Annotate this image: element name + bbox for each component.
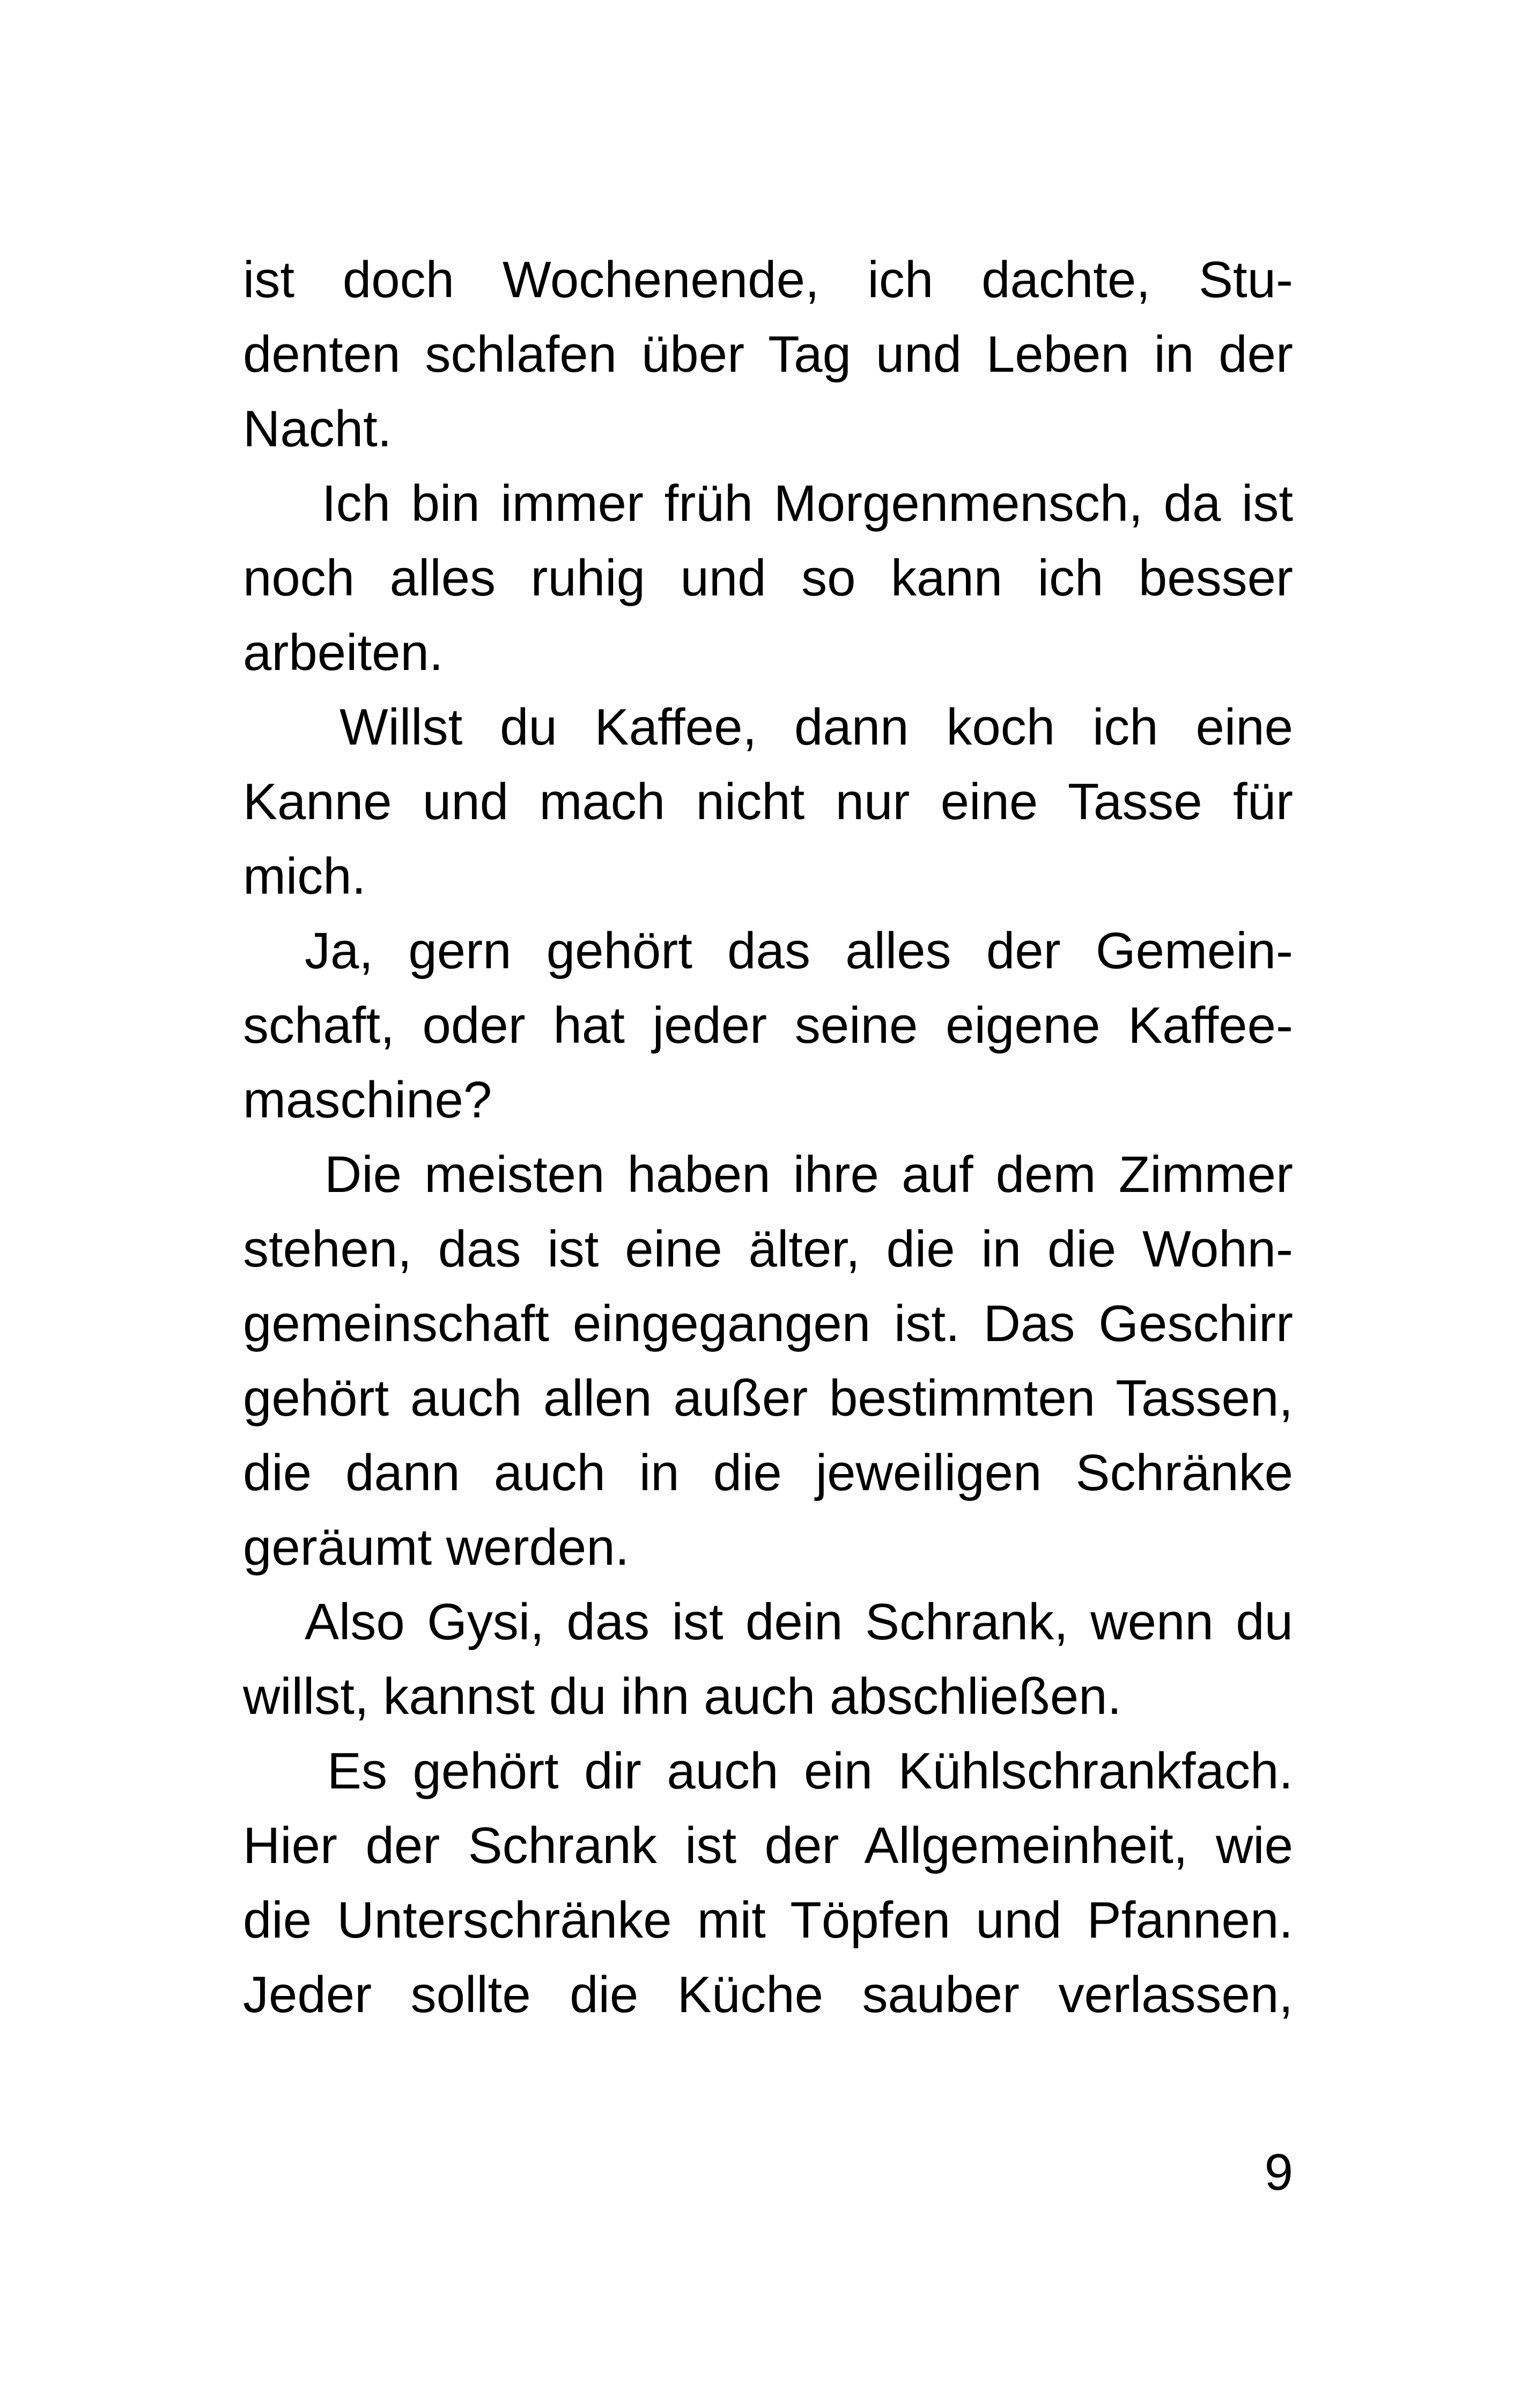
text-line: maschine?: [243, 1071, 492, 1129]
text-line: Es gehört dir auch ein Kühlschrankfach.: [327, 1742, 1293, 1800]
text-line: mich.: [243, 848, 366, 905]
text-line: Jeder sollte die Küche sauber verlassen,: [243, 1966, 1293, 2023]
text-line: Die meisten haben ihre auf dem Zimmer: [324, 1146, 1293, 1203]
paragraph: [243, 690, 1293, 914]
text-line: denten schlafen über Tag und Leben in der: [243, 326, 1293, 383]
text-line: Also Gysi, das ist dein Schrank, wenn du: [305, 1593, 1293, 1651]
text-line: noch alles ruhig und so kann ich besser: [243, 549, 1293, 607]
text-line: gehört auch allen außer bestimmten Tassen,: [243, 1369, 1293, 1427]
text-line: Ich bin immer früh Morgenmensch, da ist: [322, 475, 1293, 532]
body-text: [243, 242, 1293, 2032]
text-line: gemeinschaft eingegangen ist. Das Geschirr: [243, 1295, 1293, 1352]
paragraph: [243, 914, 1293, 1137]
text-line: Kanne und mach nicht nur eine Tasse für: [243, 773, 1293, 830]
text-line: Hier der Schrank ist der Allgemeinheit, wie: [243, 1817, 1293, 1874]
text-line: Nacht.: [243, 400, 392, 458]
text-line: schaft, oder hat jeder seine eigene Kaffee-: [243, 997, 1293, 1054]
text-line: geräumt werden.: [243, 1519, 630, 1576]
text-line: arbeiten.: [243, 624, 444, 681]
text-line: stehen, das ist eine älter, die in die Wohn-: [243, 1220, 1293, 1278]
paragraph: [243, 1585, 1293, 1734]
paragraph: [243, 1734, 1293, 2032]
text-line: ist doch Wochenende, ich dachte, Stu-: [243, 251, 1293, 308]
text-line: Ja, gern gehört das alles der Gemein-: [305, 922, 1293, 980]
paragraph: [243, 242, 1293, 466]
page-number: 9: [1264, 2144, 1293, 2201]
text-line: Willst du Kaffee, dann koch ich eine: [339, 698, 1293, 756]
paragraph: [243, 1137, 1293, 1585]
text-line: die dann auch in die jeweiligen Schränke: [243, 1444, 1293, 1501]
paragraph: [243, 466, 1293, 690]
text-line: die Unterschränke mit Töpfen und Pfannen.: [243, 1891, 1293, 1949]
text-line: willst, kannst du ihn auch abschließen.: [243, 1668, 1122, 1725]
